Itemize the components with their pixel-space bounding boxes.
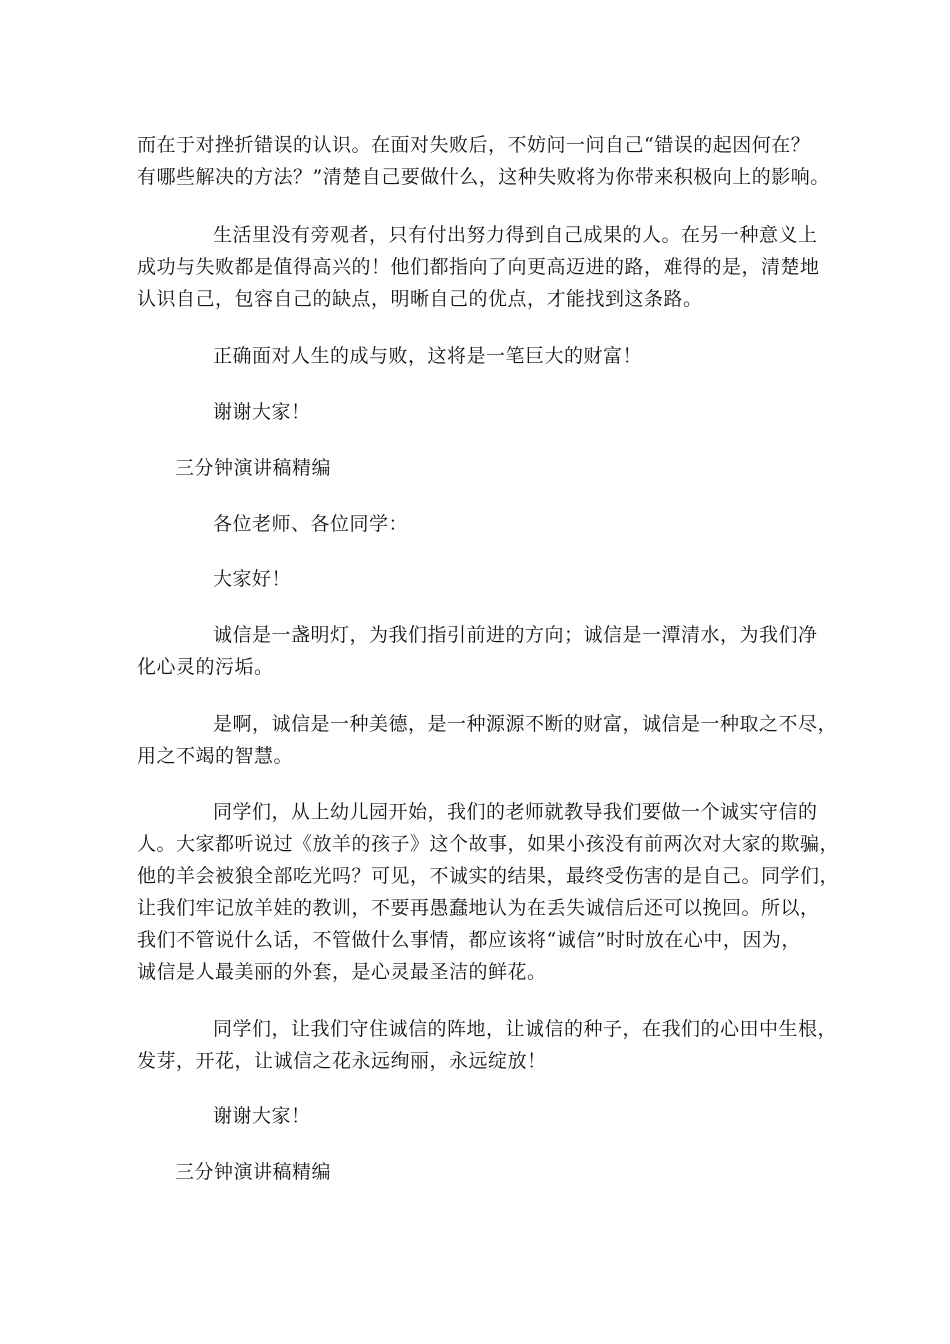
paragraph-keep-integrity [137,1013,838,1077]
section-heading-2: 三分钟演讲稿精编 [175,1161,332,1183]
section-heading-1: 三分钟演讲稿精编 [175,457,332,479]
paragraph-hello [137,563,817,595]
text-line: 各位老师、各位同学： [213,513,409,535]
text-line: 谢谢大家！ [213,401,311,423]
text-line: 化心灵的污垢。 [137,656,274,678]
text-line: 人。大家都听说过《放羊的孩子》这个故事，如果小孩没有前两次对大家的欺骗， [137,833,840,855]
text-line: 我们不管说什么话，不管做什么事情，都应该将“诚信”时时放在心中，因为， [137,929,801,951]
text-line: 发芽，开花，让诚信之花永远绚丽，永远绽放！ [137,1050,547,1072]
paragraph-no-bystanders [137,219,820,315]
paragraph-thanks-1 [137,396,817,428]
paragraph-failure-reflection [137,129,830,193]
text-line: 正确面对人生的成与败，这将是一笔巨大的财富！ [213,345,643,367]
text-line: 是啊，诚信是一种美德，是一种源源不断的财富，诚信是一种取之不尽， [213,713,838,735]
text-line: 生活里没有旁观者，只有付出努力得到自己成果的人。在另一种意义上 [213,224,818,246]
text-line: 同学们，从上幼儿园开始，我们的老师就教导我们要做一个诚实守信的 [213,801,818,823]
text-line: 有哪些解决的方法？”清楚自己要做什么，这种失败将为你带来积极向上的影响。 [137,166,830,188]
text-line: 他的羊会被狼全部吃光吗？可见，不诚实的结果，最终受伤害的是自己。同学们， [137,865,840,887]
text-line: 大家好！ [213,568,292,590]
paragraph-success-failure [137,340,817,372]
paragraph-greeting-audience [137,508,817,540]
text-line: 同学们，让我们守住诚信的阵地，让诚信的种子，在我们的心田中生根， [213,1018,838,1040]
text-line: 谢谢大家！ [213,1105,311,1127]
paragraph-integrity-lamp [137,619,817,683]
text-line: 认识自己，包容自己的缺点，明晰自己的优点，才能找到这条路。 [137,288,703,310]
text-line: 而在于对挫折错误的认识。在面对失败后，不妨问一问自己“错误的起因何在？ [137,134,811,156]
paragraph-shepherd-story [137,796,840,988]
paragraph-thanks-2 [137,1100,817,1132]
text-line: 诚信是一盏明灯，为我们指引前进的方向；诚信是一潭清水，为我们净 [213,624,818,646]
text-line: 成功与失败都是值得高兴的！他们都指向了向更高迈进的路，难得的是，清楚地 [137,256,820,278]
text-line: 诚信是人最美丽的外套，是心灵最圣洁的鲜花。 [137,961,547,983]
text-line: 用之不竭的智慧。 [137,745,294,767]
text-line: 让我们牢记放羊娃的教训，不要再愚蠢地认为在丢失诚信后还可以挽回。所以， [137,897,820,919]
paragraph-integrity-virtue [137,708,838,772]
